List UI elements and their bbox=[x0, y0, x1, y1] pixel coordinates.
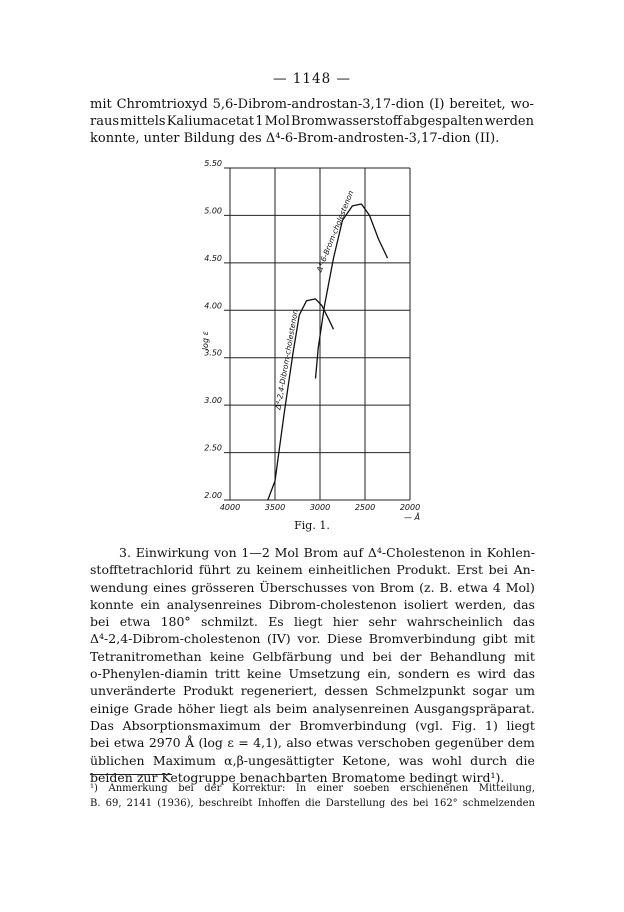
series-label: Δ⁴-2,4-Dibrom-cholestenon bbox=[273, 308, 300, 411]
x-axis-label: — Å bbox=[403, 513, 421, 522]
text-line: konnte ein analysenreines Dibrom-cholestenon isoliert werden, das bbox=[90, 596, 535, 612]
y-tick-label: 2.50 bbox=[204, 443, 222, 453]
text-line: Δ⁴-2,4-Dibrom-cholestenon (IV) vor. Diese Bromverbindung gibt mit bbox=[90, 631, 535, 647]
series-label: Δ⁴-6-Brom-cholestenon bbox=[314, 189, 356, 274]
text-line: üblichen Maximum α,β-ungesättigter Ketone, was wohl durch die bbox=[90, 752, 535, 768]
text-line: bei etwa 180° schmilzt. Es liegt hier sehr wahrscheinlich das bbox=[90, 614, 535, 630]
text-line: o-Phenylen-diamin tritt keine Umsetzung ein, sondern es wird das bbox=[90, 666, 535, 682]
y-tick-label: 4.50 bbox=[204, 253, 222, 263]
x-tick-label: 2000 bbox=[399, 503, 421, 512]
text-line: mit Chromtrioxyd 5,6-Dibrom-androstan-3,17-dion (I) bereitet, wo- bbox=[90, 97, 534, 112]
y-tick-label: 3.00 bbox=[204, 396, 222, 406]
y-tick-label: 5.00 bbox=[204, 206, 222, 216]
text-line: einige Grade höher liegt als beim analysenreinen Ausgangspräparat. bbox=[90, 700, 535, 716]
footnote-line: B. 69, 2141 (1936), beschreibt Inhoffen die Darstellung des bei 162° schmelzenden bbox=[90, 798, 535, 809]
y-axis-label: log ε bbox=[201, 331, 210, 351]
figure-caption: Fig. 1. bbox=[294, 519, 330, 532]
text-line: beiden zur Ketogruppe benachbarten Bromatome bedingt wird¹). bbox=[90, 769, 505, 785]
footnote bbox=[90, 781, 535, 811]
footnote-divider bbox=[90, 774, 172, 775]
footnote-line: ¹) Anmerkung bei der Korrektur: In einer soeben erschienenen Mitteilung, bbox=[90, 783, 535, 794]
y-tick-label: 3.50 bbox=[204, 348, 222, 358]
x-tick-label: 4000 bbox=[219, 503, 241, 512]
text-line: bei etwa 2970 Å (log ε = 4,1), also etwas verschoben gegenüber dem bbox=[90, 735, 535, 751]
text-line: stofftetrachlorid führt zu keinem einheitlichen Produkt. Erst bei An- bbox=[90, 562, 535, 578]
text-line: konnte, unter Bildung des Δ⁴-6-Brom-androsten-3,17-dion (II). bbox=[90, 131, 500, 146]
y-tick-label: 2.00 bbox=[204, 491, 222, 500]
y-tick-label: 4.00 bbox=[204, 301, 222, 311]
y-tick-label: 5.50 bbox=[204, 160, 222, 168]
intro-paragraph bbox=[90, 96, 534, 147]
x-tick-label: 2500 bbox=[354, 503, 376, 512]
section-3-paragraph bbox=[90, 544, 535, 786]
x-tick-label: 3500 bbox=[264, 503, 286, 512]
text-line: 3. Einwirkung von 1—2 Mol Brom auf Δ⁴-Cholestenon in Kohlen- bbox=[119, 545, 535, 560]
text-line: unveränderte Produkt regeneriert, dessen Schmelzpunkt sogar um bbox=[90, 683, 535, 699]
text-line: Das Absorptionsmaximum der Bromverbindung (vgl. Fig. 1) liegt bbox=[90, 717, 535, 733]
text-line: wendung eines grösseren Überschusses von Brom (z. B. etwa 4 Mol) bbox=[90, 579, 535, 595]
x-tick-label: 3000 bbox=[309, 503, 331, 512]
text-line: Tetranitromethan keine Gelbfärbung und bei der Behandlung mit bbox=[90, 648, 535, 664]
text-line: raus mittels Kaliumacetat 1 Mol Bromwasserstoff abgespalten werden bbox=[90, 114, 534, 129]
absorption-chart bbox=[190, 160, 450, 522]
page-number: — 1148 — bbox=[273, 71, 351, 87]
series-line bbox=[316, 204, 388, 379]
